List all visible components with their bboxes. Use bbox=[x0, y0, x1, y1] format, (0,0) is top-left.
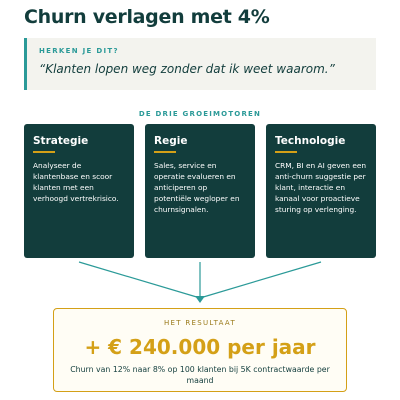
card-regie bbox=[145, 124, 255, 258]
connector-line-right bbox=[200, 262, 321, 298]
page-title: Churn verlagen met 4% bbox=[24, 6, 270, 28]
quote-text: “Klanten lopen weg zonder dat ik weet waarom.” bbox=[39, 62, 335, 76]
card-title: Technologie bbox=[275, 135, 346, 147]
arrow-down-icon bbox=[195, 296, 205, 303]
card-title: Regie bbox=[154, 135, 188, 147]
result-kicker: HET RESULTAAT bbox=[163, 319, 237, 327]
card-technologie bbox=[266, 124, 376, 258]
card-title: Strategie bbox=[33, 135, 89, 147]
result-box bbox=[53, 308, 347, 392]
card-body: Sales, service en operatie evalueren en anticiperen op potentiële wegloper en churnsignalen. bbox=[154, 161, 240, 214]
quote-callout bbox=[24, 38, 376, 90]
result-note: Churn van 12% naar 8% op 100 klanten bij 5K contractwaarde per maand bbox=[70, 365, 330, 385]
card-underline bbox=[33, 151, 55, 153]
card-underline bbox=[154, 151, 176, 153]
connector-arrows bbox=[0, 258, 400, 308]
section-label: DE DRIE GROEIMOTOREN bbox=[138, 110, 262, 118]
result-value: + € 240.000 per jaar bbox=[84, 335, 316, 359]
quote-kicker: HERKEN JE DIT? bbox=[39, 47, 119, 55]
connector-line-left bbox=[79, 262, 200, 298]
card-body: Analyseer de klantenbase en scoor klanten met een verhoogd vertrekrisico. bbox=[33, 161, 119, 203]
card-strategie bbox=[24, 124, 134, 258]
card-underline bbox=[275, 151, 297, 153]
card-body: CRM, BI en AI geven een anti-churn suggestie per klant, interactie en kanaal voor proactieve sturing op verlenging. bbox=[275, 161, 367, 214]
